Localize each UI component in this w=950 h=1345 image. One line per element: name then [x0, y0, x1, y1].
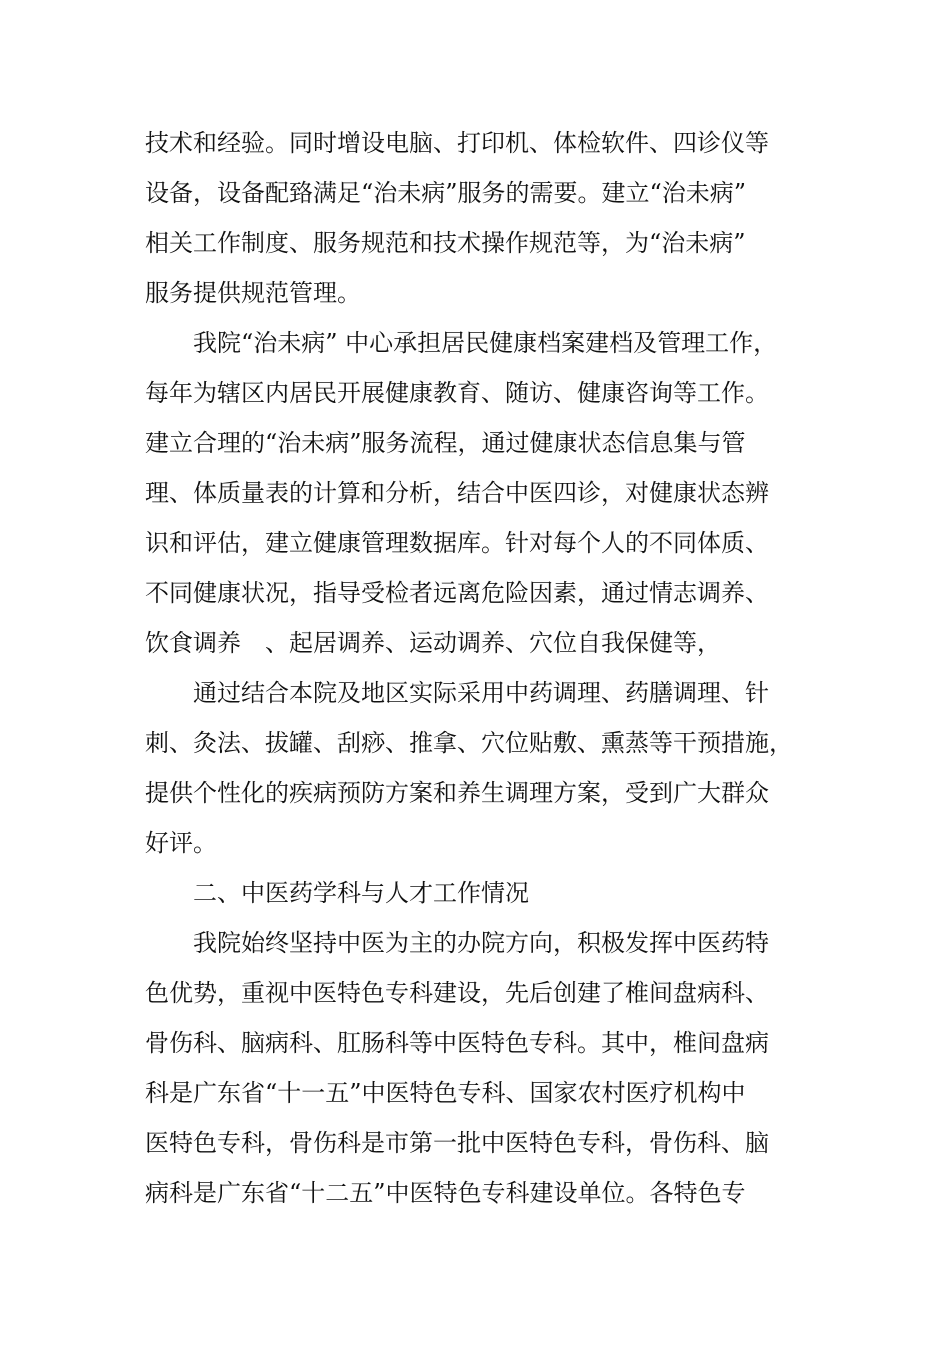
text-line: 不同健康状况，指导受检者远离危险因素，通过情志调养、 — [145, 579, 769, 607]
section-heading: 二、中医药学科与人才工作情况 — [193, 879, 529, 907]
text-line: 骨伤科、脑病科、肛肠科等中医特色专科。其中，椎间盘病 — [145, 1029, 769, 1057]
text-line: 医特色专科，骨伤科是市第一批中医特色专科，骨伤科、脑 — [145, 1129, 769, 1157]
text-line: 饮食调养 、起居调养、运动调养、穴位自我保健等， — [145, 629, 721, 657]
text-line: 技术和经验。同时增设电脑、打印机、体检软件、四诊仪等 — [145, 129, 769, 157]
text-line: 提供个性化的疾病预防方案和养生调理方案，受到广大群众 — [145, 779, 769, 807]
paragraph-start-line: 我院始终坚持中医为主的办院方向，积极发挥中医药特 — [193, 929, 769, 957]
text-line: 识和评估，建立健康管理数据库。针对每个人的不同体质、 — [145, 529, 769, 557]
text-line: 色优势，重视中医特色专科建设，先后创建了椎间盘病科、 — [145, 979, 769, 1007]
text-line: 相关工作制度、服务规范和技术操作规范等，为“治未病” — [145, 229, 746, 257]
paragraph-start-line: 我院“治未病” 中心承担居民健康档案建档及管理工作， — [193, 329, 778, 357]
text-line: 病科是广东省“十二五”中医特色专科建设单位。各特色专 — [145, 1179, 746, 1207]
text-line: 理、体质量表的计算和分析，结合中医四诊，对健康状态辨 — [145, 479, 769, 507]
paragraph-start-line: 通过结合本院及地区实际采用中药调理、药膳调理、针 — [193, 679, 769, 707]
text-line: 建立合理的“治未病”服务流程，通过健康状态信息集与管 — [145, 429, 746, 457]
text-line: 设备，设备配臵满足“治未病”服务的需要。建立“治未病” — [145, 179, 747, 207]
text-line: 每年为辖区内居民开展健康教育、随访、健康咨询等工作。 — [145, 379, 769, 407]
text-line: 好评。 — [145, 829, 217, 857]
text-line: 刺、灸法、拔罐、刮痧、推拿、穴位贴敷、熏蒸等干预措施， — [145, 729, 793, 757]
text-line: 科是广东省“十一五”中医特色专科、国家农村医疗机构中 — [145, 1079, 746, 1107]
body-text — [145, 118, 793, 1218]
text-line: 服务提供规范管理。 — [145, 279, 361, 307]
